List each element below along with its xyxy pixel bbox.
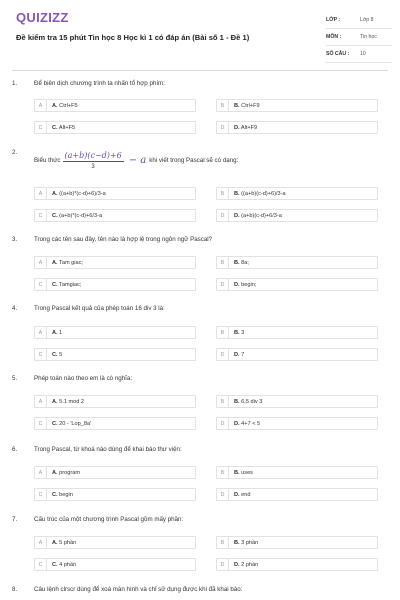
option-label: D.	[234, 212, 240, 219]
option-letter: B	[217, 396, 229, 407]
option-d[interactable]	[216, 209, 378, 222]
option-text: end	[241, 491, 251, 498]
option-label: A.	[52, 329, 58, 336]
option-text: uses	[241, 469, 253, 476]
option-a[interactable]	[34, 187, 196, 200]
question-text	[34, 151, 238, 170]
option-text: 3 phần	[241, 539, 259, 546]
option-letter: C	[35, 559, 47, 570]
option-label: A.	[52, 259, 58, 266]
option-b[interactable]	[216, 187, 378, 200]
option-text: 5 phần	[59, 539, 77, 546]
question-number: 8.	[12, 586, 18, 593]
question-number: 3.	[12, 236, 18, 243]
fraction-denominator: 3	[91, 164, 95, 170]
option-letter: C	[35, 418, 47, 429]
question-text: Để biên dịch chương trình ta nhấn tổ hợp phím:	[34, 80, 165, 87]
meta-row-subject	[326, 29, 392, 46]
option-label: A.	[52, 102, 58, 109]
option-label: A.	[52, 190, 58, 197]
fraction-expression	[63, 151, 124, 170]
option-letter: B	[217, 327, 229, 338]
meta-key: SỐ CÂU :	[326, 51, 350, 57]
option-letter: C	[35, 349, 47, 360]
option-label: D.	[234, 124, 240, 131]
option-d[interactable]	[216, 121, 378, 134]
option-letter: D	[217, 279, 229, 290]
option-label: D.	[234, 561, 240, 568]
page-header	[0, 0, 400, 66]
option-a[interactable]	[34, 326, 196, 339]
option-label: C.	[52, 351, 58, 358]
option-letter: A	[35, 467, 47, 478]
option-text: 7	[241, 351, 245, 358]
option-b[interactable]	[216, 256, 378, 269]
option-b[interactable]	[216, 395, 378, 408]
option-a[interactable]	[34, 466, 196, 479]
option-c[interactable]	[34, 278, 196, 291]
option-c[interactable]	[34, 348, 196, 361]
option-letter: C	[35, 279, 47, 290]
meta-row-count	[326, 46, 392, 63]
question-number: 6.	[12, 446, 18, 453]
question-text: Phép toán nào theo em là có nghĩa:	[34, 375, 133, 382]
question-number: 7.	[12, 516, 18, 523]
option-text: 4 phần	[59, 561, 77, 568]
question-text: Câu lệnh clrscr dùng để xoá màn hình và chỉ sử dụng được khi đã khai báo:	[34, 586, 243, 593]
option-c[interactable]	[34, 488, 196, 501]
option-label: B.	[234, 259, 240, 266]
option-a[interactable]	[34, 536, 196, 549]
option-letter: A	[35, 257, 47, 268]
option-text: Tam giac;	[59, 259, 83, 266]
option-text: Ctrl+F9	[241, 102, 260, 109]
option-label: D.	[234, 420, 240, 427]
option-a[interactable]	[34, 395, 196, 408]
option-text: begin	[59, 491, 73, 498]
option-letter: B	[217, 100, 229, 111]
meta-key: MÔN :	[326, 34, 342, 40]
option-text: 5.1 mod 2	[59, 398, 85, 405]
option-letter: D	[217, 210, 229, 221]
option-label: B.	[234, 398, 240, 405]
page-title: Đề kiểm tra 15 phút Tin học 8 Học kì 1 có đáp án (Bài số 1 - Đề 1)	[16, 33, 250, 42]
option-text: ((a+b)*(c-d)+6)/3-a	[59, 190, 106, 197]
option-b[interactable]	[216, 536, 378, 549]
option-letter: A	[35, 100, 47, 111]
option-letter: A	[35, 396, 47, 407]
option-letter: B	[217, 467, 229, 478]
option-text: 5	[59, 351, 63, 358]
option-text: begin;	[241, 281, 257, 288]
question-text: Trong Pascal, từ khoá nào dùng để khai báo thư viện:	[34, 446, 182, 453]
option-letter: B	[217, 257, 229, 268]
option-letter: B	[217, 188, 229, 199]
question-number: 4.	[12, 305, 18, 312]
option-label: C.	[52, 561, 58, 568]
meta-value: Tin học	[360, 34, 377, 40]
option-label: C.	[52, 420, 58, 427]
option-label: B.	[234, 539, 240, 546]
option-letter: D	[217, 418, 229, 429]
option-letter: D	[217, 349, 229, 360]
option-text: Ctrl+F5	[59, 102, 78, 109]
meta-value: Lớp 8	[360, 17, 374, 23]
question-text: Trong Pascal kết quả của phép toán 16 div 3 là:	[34, 305, 165, 312]
option-label: B.	[234, 102, 240, 109]
option-d[interactable]	[216, 488, 378, 501]
option-label: A.	[52, 539, 58, 546]
option-text: 3	[241, 329, 245, 336]
option-label: B.	[234, 190, 240, 197]
option-text: (a+b)(c-d)+6/3-a	[241, 212, 282, 219]
option-text: Alt+F9	[240, 124, 258, 131]
option-label: B.	[234, 469, 240, 476]
question-text: Cấu trúc của một chương trình Pascal gồm mấy phần:	[34, 516, 184, 523]
header-divider	[12, 70, 388, 71]
option-letter: C	[35, 122, 47, 133]
option-text: 1	[59, 329, 63, 336]
option-letter: C	[35, 210, 47, 221]
option-text: ((a+b)(c-d)+6)/3-a	[241, 190, 286, 197]
option-text: Alt+F5	[58, 124, 76, 131]
option-label: D.	[234, 281, 240, 288]
option-letter: A	[35, 327, 47, 338]
question-text-after: khi viết trong Pascal sẽ có dạng:	[149, 157, 239, 164]
quizizz-logo: QUIZIZZ	[16, 10, 69, 25]
option-label: A.	[52, 469, 58, 476]
option-label: C.	[52, 212, 58, 219]
option-a[interactable]	[34, 99, 196, 112]
fraction-numerator: (a+b)(c−d)+6	[64, 151, 122, 160]
option-text: Tamgiac;	[59, 281, 82, 288]
question-number: 1.	[12, 80, 18, 87]
option-label: C.	[52, 491, 58, 498]
option-text: program	[59, 469, 80, 476]
question-number: 5.	[12, 375, 18, 382]
option-c[interactable]	[34, 209, 196, 222]
option-text: 8a;	[241, 259, 249, 266]
option-label: A.	[52, 398, 58, 405]
option-text: (a+b)*(c-d)+6/3-a	[59, 212, 103, 219]
option-text: 2 phần	[241, 561, 259, 568]
question-text-before: Biểu thức	[34, 157, 61, 164]
option-d[interactable]	[216, 348, 378, 361]
option-letter: B	[217, 537, 229, 548]
option-letter: A	[35, 537, 47, 548]
minus-a: − a	[128, 155, 147, 166]
option-c[interactable]	[34, 417, 196, 430]
option-d[interactable]	[216, 417, 378, 430]
option-label: B.	[234, 329, 240, 336]
meta-table	[326, 12, 392, 63]
question-number: 2.	[12, 149, 18, 156]
option-label: C.	[52, 281, 58, 288]
option-c[interactable]	[34, 121, 196, 134]
meta-row-class	[326, 12, 392, 29]
meta-value: 10	[360, 51, 366, 57]
option-letter: A	[35, 188, 47, 199]
option-text: 20 - 'Lop_8a'	[59, 420, 92, 427]
option-letter: D	[217, 559, 229, 570]
option-d[interactable]	[216, 558, 378, 571]
option-text: 4+7 < 5	[241, 420, 261, 427]
option-letter: D	[217, 122, 229, 133]
option-a[interactable]	[34, 256, 196, 269]
option-text: 6,5 div 3	[241, 398, 263, 405]
option-letter: C	[35, 489, 47, 500]
option-label: D.	[234, 491, 240, 498]
option-label: D.	[234, 351, 240, 358]
option-b[interactable]	[216, 326, 378, 339]
question-text: Trong các tên sau đây, tên nào là hợp lệ trong ngôn ngữ Pascal?	[34, 236, 213, 243]
option-c[interactable]	[34, 558, 196, 571]
option-label: C.	[52, 124, 58, 131]
option-b[interactable]	[216, 466, 378, 479]
meta-key: LỚP :	[326, 17, 341, 23]
option-b[interactable]	[216, 99, 378, 112]
option-letter: D	[217, 489, 229, 500]
option-d[interactable]	[216, 278, 378, 291]
